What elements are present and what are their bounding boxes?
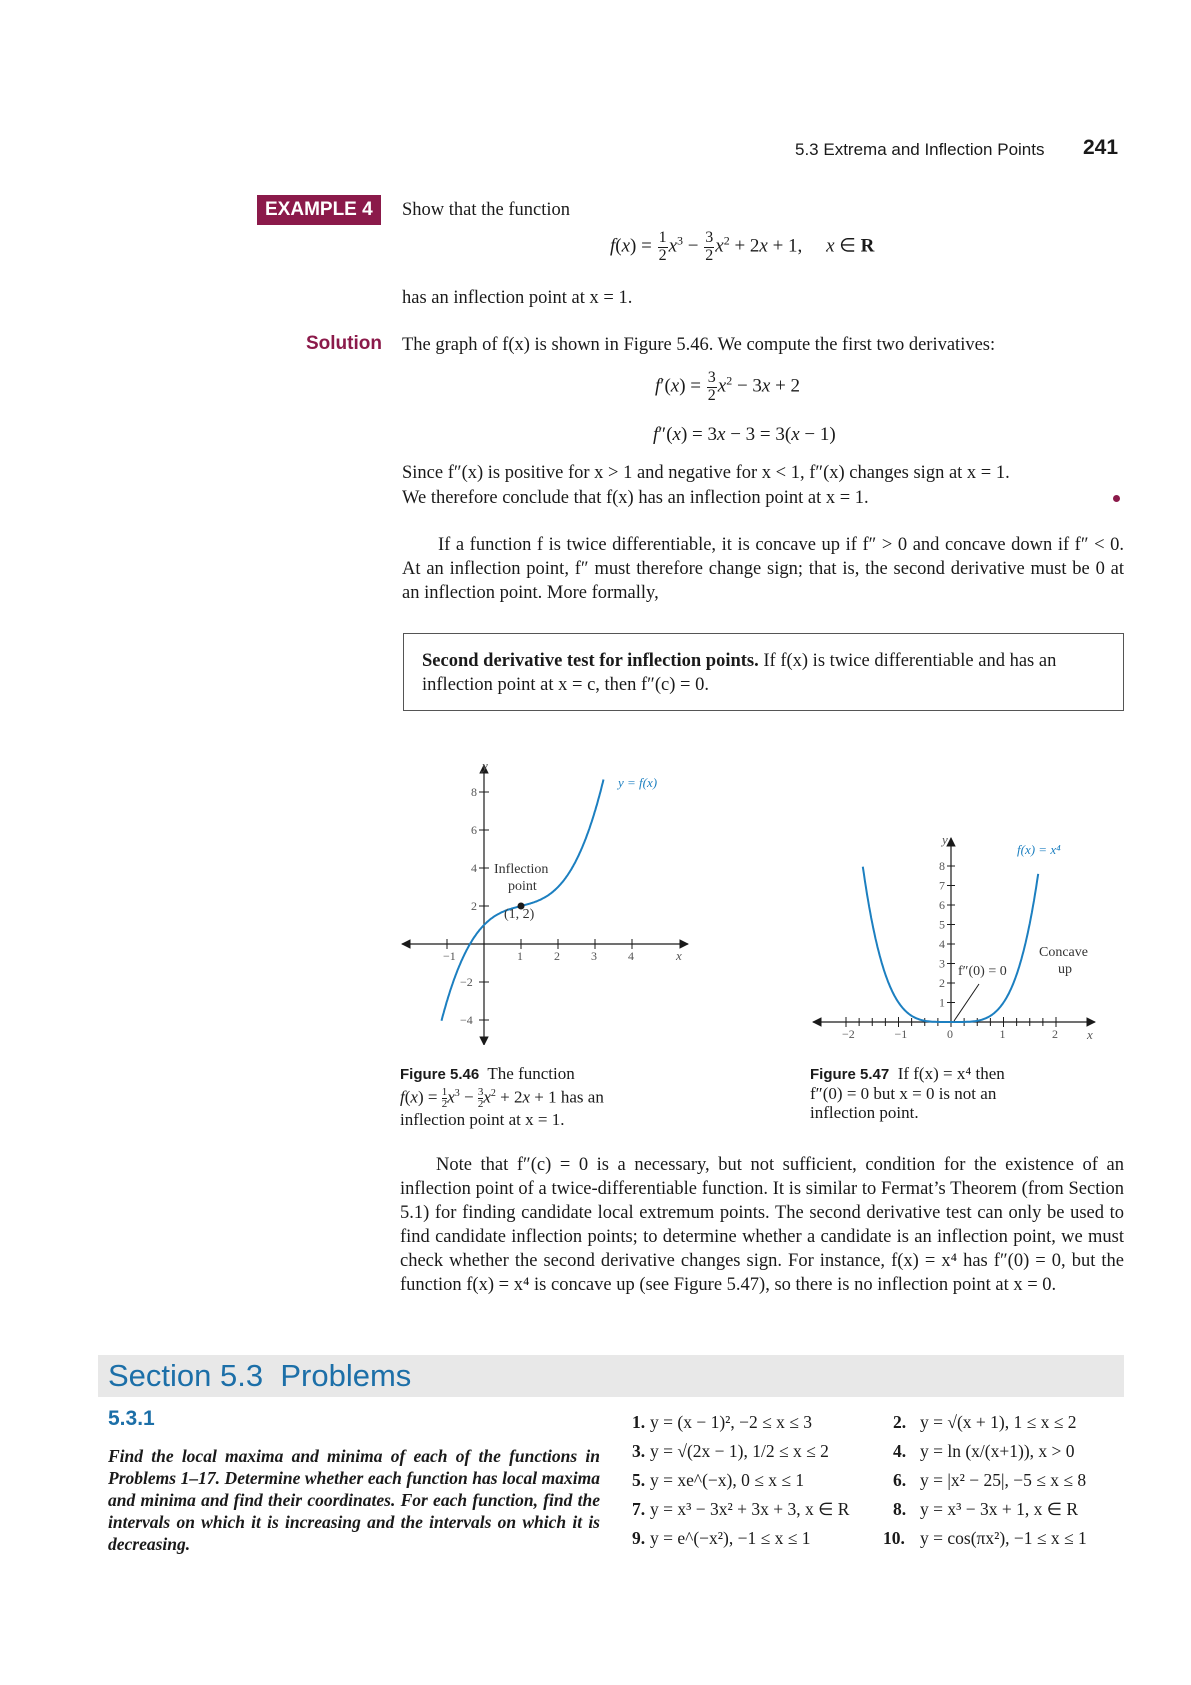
end-of-solution-marker (1113, 495, 1120, 502)
problem-text: y = x³ − 3x + 1, x ∈ R (920, 1499, 1079, 1519)
problem-text: y = √(2x − 1), 1/2 ≤ x ≤ 2 (650, 1441, 829, 1461)
fig547-x-tick-label: −2 (842, 1027, 855, 1041)
problem-text: y = √(x + 1), 1 ≤ x ≤ 2 (920, 1412, 1077, 1432)
fig546-y-tick-label: −2 (460, 975, 473, 989)
fig546-x-tick-label: −1 (443, 949, 456, 963)
first-derivative: f′(x) = $\frac{3}{2}$ $x^2 - 3x + 2$ (655, 369, 801, 404)
fig546-caption-line1: The function (487, 1064, 575, 1083)
fig547-concave-line1: Concave (1039, 945, 1088, 960)
problem-text: y = ln (x/(x+1)), x > 0 (920, 1441, 1075, 1461)
running-head: 5.3 Extrema and Inflection Points (795, 140, 1045, 159)
example-conclusion: has an inflection point at x = 1. (402, 288, 633, 308)
second-derivative: f″(x) = 3x − 3 = 3(x − 1) (653, 424, 836, 445)
problem-number: 7. (632, 1499, 646, 1519)
problem-number: 3. (632, 1441, 646, 1461)
fig546-x-tick-label: 1 (517, 949, 523, 963)
fig546-x-label: x (676, 948, 682, 963)
figure-5-46-graph (390, 755, 700, 1045)
fig546-y-label: y (482, 758, 488, 773)
fig546-x-tick-label: 3 (591, 949, 597, 963)
problem-number: 10. (883, 1528, 905, 1548)
fig546-curve-label: y = f(x) (618, 775, 658, 790)
fig547-curve-label: f(x) = x⁴ (1017, 842, 1061, 857)
fig546-caption-line3: inflection point at x = 1. (400, 1110, 565, 1130)
fig546-x-tick-label: 4 (628, 949, 634, 963)
problems-instructions: Find the local maxima and minima of each of the functions in Problems 1–17. Determine whether each function has local maxima and minima and find their coordinates. For each function, find the intervals on which it is increasing and the intervals on which it is decreasing. (108, 1446, 600, 1554)
fig547-y-tick-label: 7 (939, 878, 945, 893)
problem-text: y = xe^(−x), 0 ≤ x ≤ 1 (650, 1470, 805, 1490)
fig547-y-tick-label: 8 (939, 859, 945, 873)
problem-text: y = |x² − 25|, −5 ≤ x ≤ 8 (920, 1470, 1087, 1490)
theorem-body: If f(x) is twice differentiable and has an inflection point at x = c, then f″(c) = 0. (422, 651, 1057, 695)
fig546-y-tick-label: −4 (460, 1013, 473, 1027)
fig547-x-tick-label: 1 (999, 1027, 1006, 1041)
page-number: 241 (1083, 136, 1119, 159)
theorem-text (422, 649, 1112, 697)
solution-para-line2: We therefore conclude that f(x) has an inflection point at x = 1. (402, 488, 869, 508)
fig547-x-tick-label: −1 (894, 1027, 908, 1041)
fig547-zero-label: f″(0) = 0 (958, 964, 1007, 979)
fig547-caption-label: Figure 5.47 (810, 1066, 890, 1083)
solution-para-line1: Since f″(x) is positive for x > 1 and negative for x < 1, f″(x) changes sign at x = 1. (402, 463, 1010, 483)
example-label: EXAMPLE 4 (257, 195, 381, 225)
fig546-y-tick-label: 6 (471, 823, 477, 837)
problem-number: 8. (893, 1499, 907, 1519)
fig547-y-tick-label: 3 (939, 956, 945, 971)
body-para2: Note that f″(c) = 0 is a necessary, but not sufficient, condition for the existence of an inflection point of a twice-differentiable function. It is similar to Fermat’s Theorem (from Section 5.1) for finding candidate local extremum points. The second derivative test can only be used to find candidate inflection points; to determine whether a candidate is an inflection point, we must check whether the second derivative changes sign. For instance, f(x) = x⁴ has f″(0) = 0, but the function f(x) = x⁴ is concave up (see Figure 5.47), so there is no inflection point at x = 0. (400, 1155, 1124, 1295)
fig546-point-label: (1, 2) (504, 907, 535, 922)
fig547-y-tick-label: 4 (939, 937, 945, 951)
fig547-x-label: x (1087, 1027, 1093, 1042)
problem-text: y = (x − 1)², −2 ≤ x ≤ 3 (650, 1412, 812, 1432)
fig546-y-tick-label: 8 (471, 785, 477, 799)
problem-number: 4. (893, 1441, 907, 1461)
theorem-title: Second derivative test for inflection points. (422, 651, 759, 671)
fig546-caption-formula: f(x) = $\frac{1}{2}$ $x^3$ − $\frac{3}{2}$ $x^2 + 2x + 1$ has an (400, 1086, 604, 1111)
fig547-y-label: y (942, 832, 948, 847)
problem-text: y = x³ − 3x² + 3x + 3, x ∈ R (650, 1499, 850, 1519)
fig547-caption-line1: If f(x) = x⁴ then (897, 1064, 1005, 1083)
fig547-x-tick-label: 0 (947, 1027, 953, 1041)
fig546-annotation-line1: Inflection (494, 862, 549, 877)
fig546-caption-label: Figure 5.46 (400, 1066, 480, 1083)
solution-text: The graph of f(x) is shown in Figure 5.46. We compute the first two derivatives: (402, 335, 996, 355)
fig546-y-tick-label: 2 (471, 899, 477, 913)
problem-number: 6. (893, 1470, 907, 1490)
problems-subsection: 5.3.1 (108, 1407, 155, 1430)
problem-text: y = e^(−x²), −1 ≤ x ≤ 1 (650, 1528, 811, 1548)
fig546-x-tick-label: 2 (554, 949, 560, 963)
example-intro: Show that the function (402, 200, 571, 220)
problem-number: 2. (893, 1412, 907, 1432)
fig547-y-tick-label: 5 (939, 917, 945, 932)
fig547-y-tick-label: 6 (939, 898, 945, 912)
solution-label: Solution (306, 333, 382, 354)
problem-number: 9. (632, 1528, 646, 1548)
fig547-concave-line2: up (1058, 962, 1072, 977)
problems-section-title: Section 5.3 Problems (108, 1358, 412, 1393)
fig547-y-tick-label: 1 (939, 995, 945, 1010)
figure-5-47-caption (810, 1064, 1110, 1122)
fig547-pointer-line (954, 984, 979, 1021)
fig547-caption-line3: inflection point. (810, 1103, 919, 1122)
problem-number: 1. (632, 1412, 646, 1432)
body-para1: If a function f is twice differentiable, it is concave up if f″ > 0 and concave down if f″ < 0. At an inflection point, f″ must therefore change sign; that is, the second derivative must be 0 at an inflection point. More formally, (402, 535, 1124, 603)
figure-5-47-graph (805, 832, 1105, 1042)
problem-number: 5. (632, 1470, 646, 1490)
fig547-caption-line2: f″(0) = 0 but x = 0 is not an (810, 1084, 997, 1103)
fig546-y-tick-label: 4 (471, 861, 477, 875)
fig547-y-tick-label: 2 (939, 976, 945, 990)
figure-5-46-caption (400, 1064, 700, 1129)
example-equation: f(x) = $\frac{1}{2}$ $x^3$ − $\frac{3}{2}$ $x^2 + 2x + 1$, x ∈ R (610, 229, 875, 264)
problem-text: y = cos(πx²), −1 ≤ x ≤ 1 (920, 1528, 1087, 1548)
fig547-x-tick-label: 2 (1052, 1027, 1058, 1041)
fig546-annotation-line2: point (508, 879, 537, 894)
